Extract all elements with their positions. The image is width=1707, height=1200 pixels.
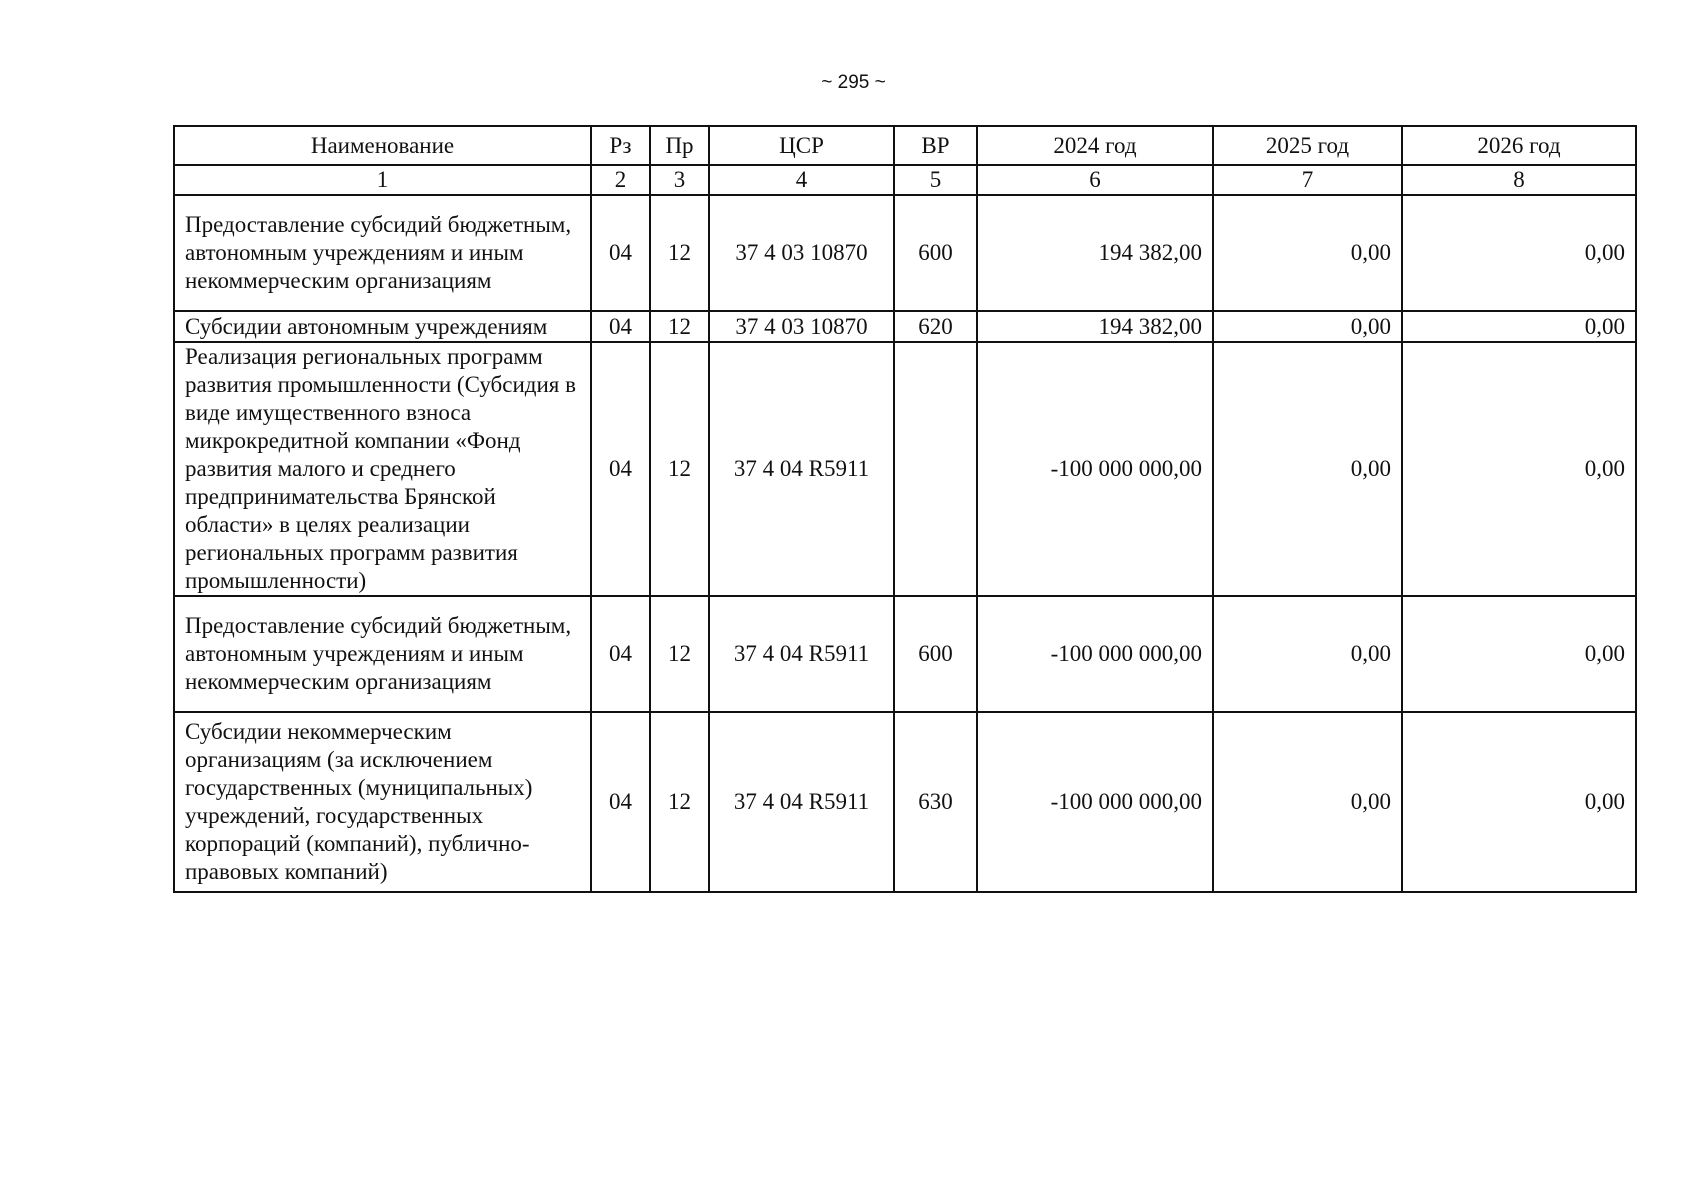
row-2024: 194 382,00: [977, 195, 1213, 311]
row-name: Субсидии автономным учреждениям: [174, 311, 591, 342]
row-2026: 0,00: [1402, 342, 1636, 596]
row-name: Предоставление субсидий бюджетным, автономным учреждениям и иным некоммерческим организациям: [174, 596, 591, 712]
header-rz: Рз: [591, 126, 650, 165]
page-number: ~ 295 ~: [821, 72, 886, 93]
row-rz: 04: [591, 342, 650, 596]
row-2024: -100 000 000,00: [977, 342, 1213, 596]
row-pr: 12: [650, 342, 709, 596]
header-pr: Пр: [650, 126, 709, 165]
row-name: Субсидии некоммерческим организациям (за исключением государственных (муниципальных) учреждений, государственных корпораций (компаний), публично-правовых компаний): [174, 712, 591, 892]
row-rz: 04: [591, 195, 650, 311]
row-name: Предоставление субсидий бюджетным, автономным учреждениям и иным некоммерческим организациям: [174, 195, 591, 311]
header-2024: 2024 год: [977, 126, 1213, 165]
row-rz: 04: [591, 596, 650, 712]
column-number: 8: [1402, 165, 1636, 195]
row-rz: 04: [591, 311, 650, 342]
row-vr: 630: [894, 712, 977, 892]
row-vr: 600: [894, 596, 977, 712]
row-vr: 620: [894, 311, 977, 342]
row-csr: 37 4 04 R5911: [709, 712, 894, 892]
row-2025: 0,00: [1213, 311, 1402, 342]
header-csr: ЦСР: [709, 126, 894, 165]
row-2026: 0,00: [1402, 195, 1636, 311]
row-name: Реализация региональных программ развития промышленности (Субсидия в виде имущественного взноса микрокредитной компании «Фонд развития малого и среднего предпринимательства Брянской области» в целях реализации региональных программ развития промышленности): [174, 342, 591, 596]
row-pr: 12: [650, 311, 709, 342]
column-number: 3: [650, 165, 709, 195]
column-number: 4: [709, 165, 894, 195]
table-row: [174, 712, 1636, 892]
row-pr: 12: [650, 596, 709, 712]
column-number: 5: [894, 165, 977, 195]
row-pr: 12: [650, 195, 709, 311]
table-row: [174, 342, 1636, 596]
header-2026: 2026 год: [1402, 126, 1636, 165]
row-csr: 37 4 04 R5911: [709, 342, 894, 596]
row-pr: 12: [650, 712, 709, 892]
row-2024: -100 000 000,00: [977, 712, 1213, 892]
header-name: Наименование: [174, 126, 591, 165]
budget-table: [173, 125, 1637, 893]
row-2024: -100 000 000,00: [977, 596, 1213, 712]
column-number-row: [174, 165, 1636, 195]
row-csr: 37 4 04 R5911: [709, 596, 894, 712]
row-vr: [894, 342, 977, 596]
column-number: 6: [977, 165, 1213, 195]
column-number: 1: [174, 165, 591, 195]
row-rz: 04: [591, 712, 650, 892]
row-2026: 0,00: [1402, 712, 1636, 892]
header-row: [174, 126, 1636, 165]
row-csr: 37 4 03 10870: [709, 195, 894, 311]
table-row: [174, 195, 1636, 311]
row-csr: 37 4 03 10870: [709, 311, 894, 342]
row-vr: 600: [894, 195, 977, 311]
header-2025: 2025 год: [1213, 126, 1402, 165]
column-number: 2: [591, 165, 650, 195]
row-2025: 0,00: [1213, 712, 1402, 892]
row-2026: 0,00: [1402, 311, 1636, 342]
row-2026: 0,00: [1402, 596, 1636, 712]
table-row: [174, 596, 1636, 712]
header-vr: ВР: [894, 126, 977, 165]
row-2025: 0,00: [1213, 195, 1402, 311]
table-row: [174, 311, 1636, 342]
column-number: 7: [1213, 165, 1402, 195]
row-2024: 194 382,00: [977, 311, 1213, 342]
row-2025: 0,00: [1213, 342, 1402, 596]
row-2025: 0,00: [1213, 596, 1402, 712]
